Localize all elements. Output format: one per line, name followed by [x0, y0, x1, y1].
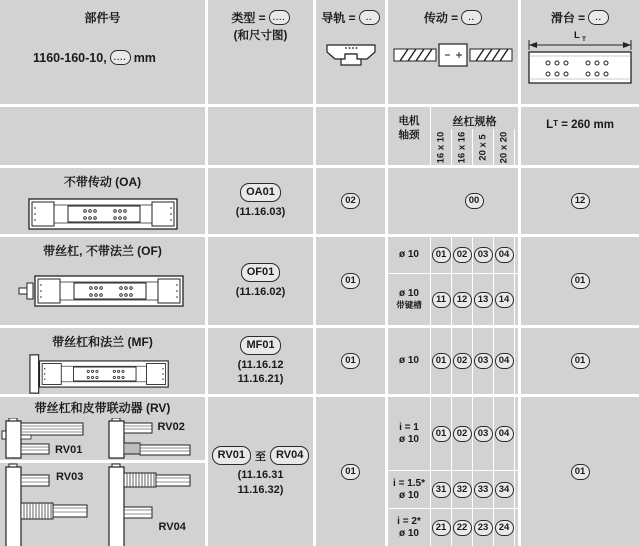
rv-picture-cell	[0, 397, 205, 546]
filler	[515, 328, 518, 394]
lt-letter: L	[574, 30, 580, 41]
of-drive-value: 01	[432, 247, 451, 263]
rv-carriage-value: 01	[571, 464, 590, 480]
drive-value-cell	[431, 237, 451, 273]
rv-type-cell	[208, 397, 313, 546]
carriage-placeholder: ..	[588, 10, 609, 25]
motor-journal-header	[388, 107, 430, 165]
rv-drive-value: 34	[495, 482, 514, 498]
screw-size-col	[452, 129, 472, 165]
mf-picture-cell	[0, 328, 205, 394]
rv-type-ref	[238, 468, 284, 497]
ball-screw-icon	[392, 38, 514, 72]
of-type-ref: (11.16.02)	[235, 285, 286, 298]
drive-label-line1: i = 2*	[397, 515, 421, 527]
drive-label-line1: ø 10	[398, 355, 419, 366]
row-oa	[0, 168, 639, 234]
drive-placeholder: ..	[461, 10, 482, 25]
rv04-label: RV04	[158, 521, 186, 533]
oa-drive-value: 00	[465, 193, 484, 209]
drive-label-line1: ø 10	[398, 288, 419, 300]
filler	[515, 274, 518, 325]
carriage-header-cell	[521, 0, 639, 104]
of-carriage-value: 01	[571, 273, 590, 289]
of-drive-value: 02	[453, 247, 472, 263]
drive-value-cell	[431, 397, 451, 470]
screw-size-col	[431, 129, 451, 165]
rv01-cell	[0, 418, 103, 460]
type-header-line	[208, 9, 313, 26]
mf-rail-value: 01	[341, 353, 360, 369]
of-rail-value: 01	[341, 273, 360, 289]
motor-journal-line2: 轴颈	[398, 128, 420, 141]
screw-size-columns	[431, 129, 518, 165]
screw-size-16x10: 16 x 10	[435, 131, 447, 163]
mf-drive-value: 02	[453, 353, 472, 369]
rv-drive-cell	[388, 397, 518, 546]
type-header-cell	[208, 0, 313, 104]
drive-label-line1: i = 1.5*	[393, 477, 425, 489]
oa-carriage-value: 12	[571, 193, 590, 209]
oa-drive-cell	[388, 168, 518, 234]
screw-size-col	[494, 129, 514, 165]
subheader-empty-1	[0, 107, 205, 165]
part-number-label: 部件号	[84, 11, 121, 25]
screw-size-col	[473, 129, 493, 165]
of-drive-value: 03	[474, 247, 493, 263]
rv-drive-row-i15	[388, 471, 518, 508]
rv-drive-value: 31	[432, 482, 451, 498]
drive-value-cell	[494, 328, 514, 394]
rv-rail-value: 01	[341, 464, 360, 480]
row-of	[0, 237, 639, 325]
subheader-band	[0, 107, 639, 165]
mf-ref-line1: (11.16.12	[237, 358, 284, 371]
lt-value-rest: = 260 mm	[561, 119, 614, 131]
lt-value-sub: T	[553, 119, 558, 128]
rv-title: 带丝杠和皮带联动器 (RV)	[34, 401, 171, 415]
row-rv	[0, 397, 639, 546]
oa-type-code: OA01	[240, 183, 281, 202]
drive-label-line2: ø 10	[398, 489, 419, 501]
drive-header-cell	[388, 0, 518, 104]
rail-placeholder: ..	[359, 10, 380, 25]
of-drive-value: 04	[495, 247, 514, 263]
rv-drive-value: 24	[495, 520, 514, 536]
part-number-cell	[0, 0, 205, 104]
mf-drive-cell	[388, 328, 518, 394]
mf-type-cell	[208, 328, 313, 394]
drive-value-cell	[452, 274, 472, 325]
rv-rail-cell	[316, 397, 385, 546]
rv-drive-value: 32	[453, 482, 472, 498]
drive-value-cell	[473, 237, 493, 273]
rail-header-line	[321, 9, 379, 26]
row-mf	[0, 328, 639, 394]
drive-header-line	[424, 9, 482, 26]
of-type-cell	[208, 237, 313, 325]
filler	[515, 397, 518, 470]
rv04-drawing	[103, 463, 198, 546]
rv-code-line	[212, 446, 310, 465]
oa-title: 不带传动 (OA)	[63, 175, 142, 189]
mf-drive-label	[388, 328, 430, 394]
mf-carriage-cell	[521, 328, 639, 394]
rv-drive-row-i1	[388, 397, 518, 470]
oa-type-ref: (11.16.03)	[235, 205, 286, 218]
rv-drive-value: 04	[495, 426, 514, 442]
drive-label-line1: ø 10	[398, 249, 419, 260]
drive-value-cell	[452, 509, 472, 546]
drive-value-cell	[494, 237, 514, 273]
oa-type-cell	[208, 168, 313, 234]
carriage-icon	[524, 29, 636, 87]
drive-value-cell	[452, 328, 472, 394]
drive-value-cell	[431, 509, 451, 546]
mf-title: 带丝杠和法兰 (MF)	[52, 335, 153, 349]
mf-drive-row	[388, 328, 518, 394]
of-drive-value: 14	[495, 292, 514, 308]
rv-drive-value: 02	[453, 426, 472, 442]
rv-drive-row-i2	[388, 509, 518, 546]
drive-label-line2: ø 10	[398, 433, 419, 445]
header-band	[0, 0, 639, 104]
drive-label-line2: 带键槽	[396, 300, 422, 311]
type-placeholder: ....	[269, 10, 290, 25]
of-drive-row-keyway	[388, 274, 518, 325]
of-drive-cell	[388, 237, 518, 325]
oa-rail-value: 02	[341, 193, 360, 209]
of-drive-value: 13	[474, 292, 493, 308]
part-number-unit: mm	[133, 50, 156, 65]
of-drive-row-plain	[388, 237, 518, 273]
drive-value-cell	[494, 509, 514, 546]
drive-value-cell	[431, 471, 451, 508]
subheader-empty-3	[316, 107, 385, 165]
rv-ref-line2: 11.16.32)	[237, 483, 284, 496]
mf-rail-cell	[316, 328, 385, 394]
drive-value-cell	[452, 397, 472, 470]
of-module-drawing	[18, 271, 188, 311]
rv-drive-value: 21	[432, 520, 451, 536]
mf-drive-value: 04	[495, 353, 514, 369]
mf-type-ref	[238, 358, 284, 387]
subheader-empty-2	[208, 107, 313, 165]
drive-value-cell	[431, 328, 451, 394]
rail-label: 导轨 =	[321, 11, 356, 25]
rv-drive-label-i15	[388, 471, 430, 508]
drive-label-line1: i = 1	[399, 421, 419, 433]
lt-value-letter: L	[546, 119, 554, 131]
rv-type-code-to: RV04	[270, 446, 309, 465]
rv03-label: RV03	[56, 471, 84, 483]
type-note: (和尺寸图)	[233, 30, 288, 42]
drive-label-line2: ø 10	[398, 527, 419, 539]
rv-drive-value: 33	[474, 482, 493, 498]
of-drive-label-keyway	[388, 274, 430, 325]
lt-sub: T	[582, 36, 586, 43]
drive-value-cell	[452, 237, 472, 273]
filler	[515, 471, 518, 508]
drive-value-cell	[473, 471, 493, 508]
of-drive-label-plain	[388, 237, 430, 273]
drive-value-cell	[494, 397, 514, 470]
rv-drive-label-i1	[388, 397, 430, 470]
drive-value-cell	[431, 274, 451, 325]
part-number-line	[0, 50, 205, 65]
rv-variant-grid	[0, 418, 205, 546]
carriage-header-line	[551, 9, 609, 26]
rv02-cell	[103, 418, 206, 460]
mf-drive-value: 03	[474, 353, 493, 369]
drive-value-cell	[473, 274, 493, 325]
of-drive-value: 12	[453, 292, 472, 308]
drive-value-cell	[494, 274, 514, 325]
oa-module-drawing	[18, 194, 188, 234]
screw-spec-group	[431, 107, 518, 165]
rail-header-cell	[316, 0, 385, 104]
mf-carriage-value: 01	[571, 353, 590, 369]
rv-type-code-from: RV01	[212, 446, 251, 465]
rv-row-top	[0, 418, 205, 460]
filler	[515, 509, 518, 546]
of-rail-cell	[316, 237, 385, 325]
rv02-label: RV02	[157, 421, 185, 433]
rv-drive-value: 03	[474, 426, 493, 442]
rv-carriage-cell	[521, 397, 639, 546]
screw-size-16x16: 16 x 16	[456, 131, 468, 163]
carriage-label: 滑台 =	[550, 11, 586, 25]
lt-value-cell	[521, 107, 639, 165]
rv-ref-line1: (11.16.31	[237, 469, 284, 482]
oa-rail-cell	[316, 168, 385, 234]
rv-code-join: 至	[255, 450, 266, 463]
of-carriage-cell	[521, 237, 639, 325]
rv-row-bottom	[0, 463, 205, 546]
of-type-code: OF01	[241, 263, 281, 282]
part-number-placeholder: ....	[110, 50, 131, 65]
screw-size-20x20: 20 x 20	[498, 131, 510, 163]
oa-picture-cell	[0, 168, 205, 234]
screw-size-20x5: 20 x 5	[477, 133, 489, 161]
oa-carriage-cell	[521, 168, 639, 234]
mf-drive-value: 01	[432, 353, 451, 369]
type-label: 类型 =	[231, 11, 266, 25]
rv01-label: RV01	[55, 444, 83, 456]
of-drive-value: 11	[432, 292, 451, 308]
drive-subheader-cell	[388, 107, 518, 165]
mf-ref-line2: 11.16.21)	[237, 373, 284, 385]
drive-value-cell	[494, 471, 514, 508]
filler	[515, 237, 518, 273]
mf-type-code: MF01	[240, 336, 280, 355]
mf-module-drawing	[18, 354, 188, 394]
drive-value-cell	[473, 328, 493, 394]
rv03-cell	[0, 463, 103, 546]
of-picture-cell	[0, 237, 205, 325]
screw-spec-label: 丝杠规格	[431, 107, 518, 129]
motor-journal-line1: 电机	[398, 115, 420, 127]
drive-value-cell	[452, 471, 472, 508]
drive-value-cell	[473, 509, 493, 546]
rv04-cell	[103, 463, 206, 546]
guide-rail-icon	[324, 40, 378, 70]
drive-value-cell	[473, 397, 493, 470]
rv-drive-label-i2	[388, 509, 430, 546]
rv-drive-value: 23	[474, 520, 493, 536]
part-number-value: 1160-160-10,	[33, 50, 107, 65]
rv-drive-value: 22	[453, 520, 472, 536]
rv-drive-value: 01	[432, 426, 451, 442]
filler	[515, 129, 518, 165]
of-title: 带丝杠, 不带法兰 (OF)	[43, 244, 162, 258]
drive-label: 传动 =	[423, 11, 459, 25]
